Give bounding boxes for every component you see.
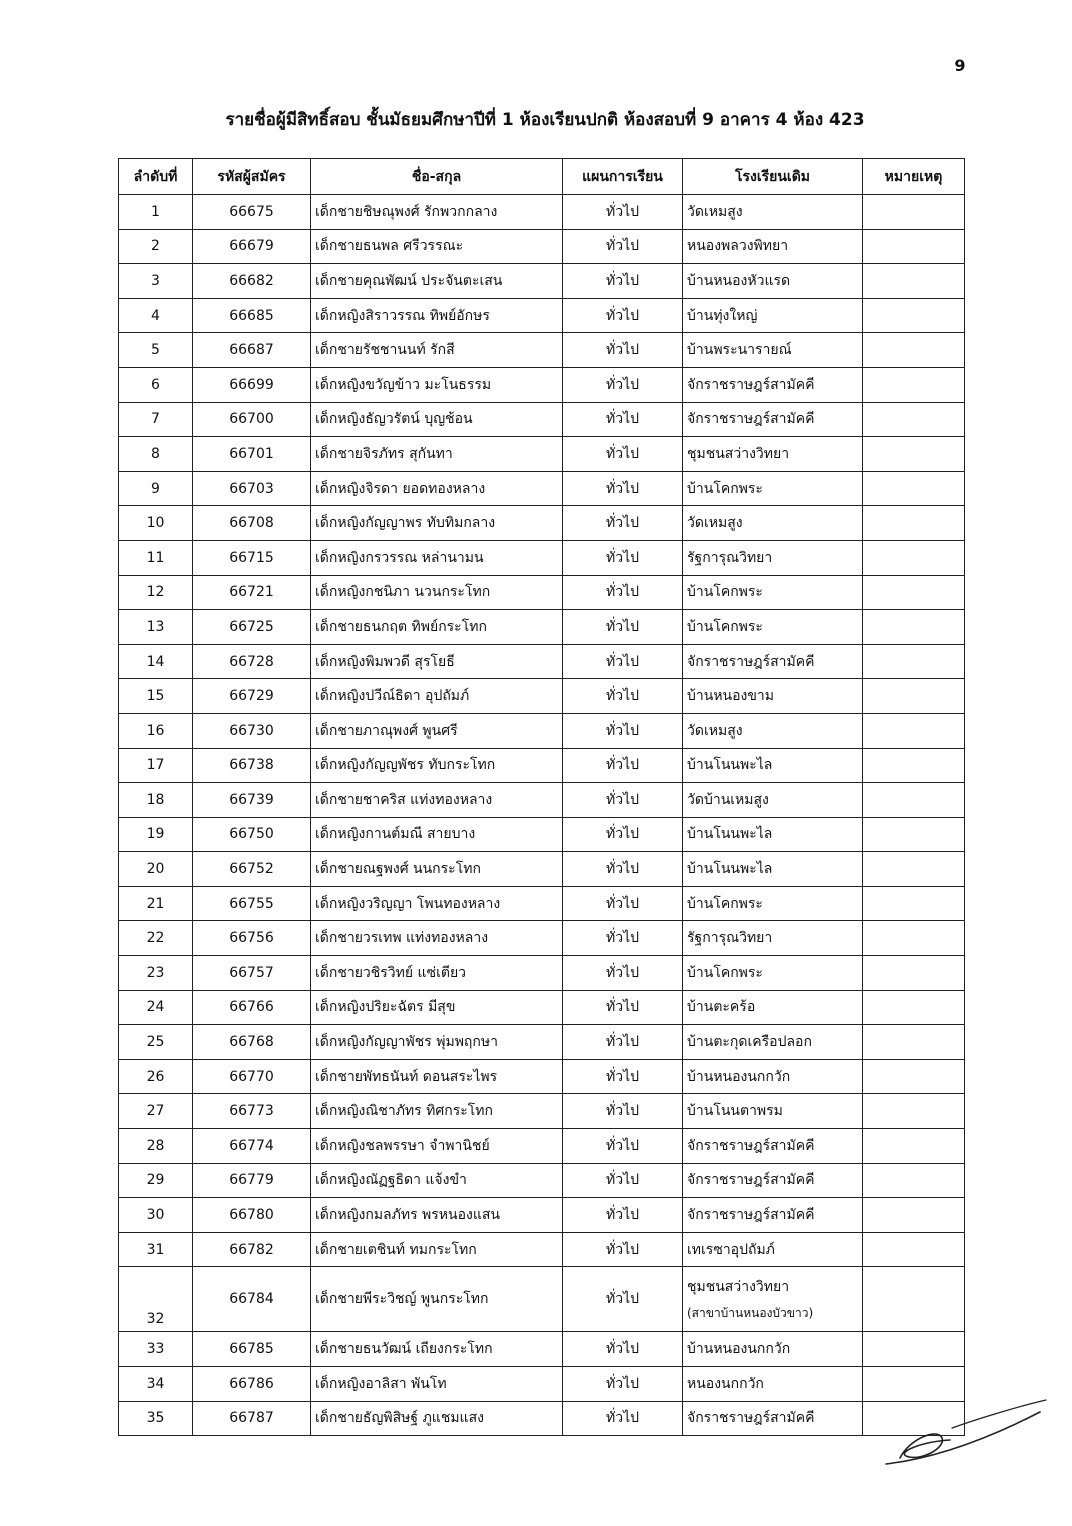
table-row	[119, 644, 965, 679]
candidate-table	[118, 158, 965, 1436]
previous-school: บ้านโนนพะไล	[683, 817, 863, 852]
applicant-code: 66728	[193, 644, 311, 679]
row-number: 9	[119, 471, 193, 506]
study-plan: ทั่วไป	[563, 575, 683, 610]
remarks	[863, 1198, 965, 1233]
remarks	[863, 333, 965, 368]
previous-school: หนองพลวงพิทยา	[683, 229, 863, 264]
student-name: เด็กหญิงกานต์มณี สายบาง	[311, 817, 563, 852]
student-name: เด็กชายเตชินท์ ทมกระโทก	[311, 1232, 563, 1267]
remarks	[863, 886, 965, 921]
remarks	[863, 367, 965, 402]
remarks	[863, 817, 965, 852]
previous-school: บ้านโคกพระ	[683, 575, 863, 610]
row-number: 31	[119, 1232, 193, 1267]
student-name: เด็กหญิงกรวรรณ หล่านามน	[311, 540, 563, 575]
student-name: เด็กหญิงพิมพวดี สุรโยธี	[311, 644, 563, 679]
remarks	[863, 575, 965, 610]
study-plan: ทั่วไป	[563, 367, 683, 402]
previous-school: จักราชราษฎร์สามัคคี	[683, 367, 863, 402]
study-plan: ทั่วไป	[563, 679, 683, 714]
applicant-code: 66679	[193, 229, 311, 264]
student-name: เด็กชายธนวัฒน์ เถียงกระโทก	[311, 1332, 563, 1367]
header-full-name: ชื่อ-สกุล	[311, 159, 563, 195]
applicant-code: 66770	[193, 1059, 311, 1094]
study-plan: ทั่วไป	[563, 817, 683, 852]
table-row	[119, 1232, 965, 1267]
previous-school: บ้านหนองหัวแรด	[683, 264, 863, 299]
table-row	[119, 575, 965, 610]
previous-school: เทเรซาอุปถัมภ์	[683, 1232, 863, 1267]
previous-school: บ้านโคกพระ	[683, 610, 863, 645]
table-row	[119, 298, 965, 333]
row-number: 19	[119, 817, 193, 852]
row-number: 14	[119, 644, 193, 679]
remarks	[863, 264, 965, 299]
table-row	[119, 1332, 965, 1367]
study-plan: ทั่วไป	[563, 956, 683, 991]
table-row	[119, 333, 965, 368]
row-number: 15	[119, 679, 193, 714]
row-number: 1	[119, 195, 193, 230]
previous-school: จักราชราษฎร์สามัคคี	[683, 1401, 863, 1436]
remarks	[863, 852, 965, 887]
header-study-plan: แผนการเรียน	[563, 159, 683, 195]
previous-school: จักราชราษฎร์สามัคคี	[683, 402, 863, 437]
row-number: 23	[119, 956, 193, 991]
previous-school: วัดบ้านเหมสูง	[683, 783, 863, 818]
table-row	[119, 264, 965, 299]
study-plan: ทั่วไป	[563, 1129, 683, 1164]
remarks	[863, 506, 965, 541]
previous-school: บ้านหนองนกกวัก	[683, 1059, 863, 1094]
table-row	[119, 471, 965, 506]
previous-school: บ้านโคกพระ	[683, 886, 863, 921]
previous-school-branch: (สาขาบ้านหนองบัวขาว)	[687, 1305, 814, 1320]
row-number: 13	[119, 610, 193, 645]
study-plan: ทั่วไป	[563, 748, 683, 783]
row-number: 32	[119, 1267, 193, 1332]
study-plan: ทั่วไป	[563, 990, 683, 1025]
remarks	[863, 1094, 965, 1129]
table-row	[119, 817, 965, 852]
header-remarks: หมายเหตุ	[863, 159, 965, 195]
remarks	[863, 540, 965, 575]
row-number: 4	[119, 298, 193, 333]
applicant-code: 66787	[193, 1401, 311, 1436]
table-row	[119, 886, 965, 921]
student-name: เด็กหญิงณัฏฐธิดา แจ้งขำ	[311, 1163, 563, 1198]
applicant-code: 66755	[193, 886, 311, 921]
applicant-code: 66687	[193, 333, 311, 368]
study-plan: ทั่วไป	[563, 333, 683, 368]
study-plan: ทั่วไป	[563, 1059, 683, 1094]
student-name: เด็กชายพัทธนันท์ ดอนสระไพร	[311, 1059, 563, 1094]
applicant-code: 66750	[193, 817, 311, 852]
row-number: 34	[119, 1367, 193, 1402]
previous-school: บ้านตะคร้อ	[683, 990, 863, 1025]
applicant-code: 66708	[193, 506, 311, 541]
table-row	[119, 1163, 965, 1198]
table-row	[119, 367, 965, 402]
student-name: เด็กหญิงปริยะฉัตร มีสุข	[311, 990, 563, 1025]
table-row	[119, 956, 965, 991]
student-name: เด็กชายจิรภัทร สุกันทา	[311, 437, 563, 472]
row-number: 24	[119, 990, 193, 1025]
row-number: 29	[119, 1163, 193, 1198]
student-name: เด็กหญิงกัญญพัชร ทับกระโทก	[311, 748, 563, 783]
signature-mark	[880, 1398, 1050, 1478]
row-number: 10	[119, 506, 193, 541]
applicant-code: 66774	[193, 1129, 311, 1164]
remarks	[863, 1025, 965, 1060]
applicant-code: 66725	[193, 610, 311, 645]
applicant-code: 66675	[193, 195, 311, 230]
applicant-code: 66682	[193, 264, 311, 299]
study-plan: ทั่วไป	[563, 610, 683, 645]
study-plan: ทั่วไป	[563, 1367, 683, 1402]
previous-school: บ้านหนองนกกวัก	[683, 1332, 863, 1367]
remarks	[863, 713, 965, 748]
applicant-code: 66756	[193, 921, 311, 956]
remarks	[863, 402, 965, 437]
applicant-code: 66739	[193, 783, 311, 818]
row-number: 33	[119, 1332, 193, 1367]
row-number: 35	[119, 1401, 193, 1436]
remarks	[863, 748, 965, 783]
study-plan: ทั่วไป	[563, 1094, 683, 1129]
student-name: เด็กชายธนกฤต ทิพย์กระโทก	[311, 610, 563, 645]
row-number: 2	[119, 229, 193, 264]
table-row	[119, 610, 965, 645]
previous-school: จักราชราษฎร์สามัคคี	[683, 1129, 863, 1164]
study-plan: ทั่วไป	[563, 298, 683, 333]
remarks	[863, 990, 965, 1025]
previous-school: ชุมชนสว่างวิทยา	[683, 437, 863, 472]
student-name: เด็กชายชาคริส แท่งทองหลาง	[311, 783, 563, 818]
table-row	[119, 195, 965, 230]
applicant-code: 66785	[193, 1332, 311, 1367]
study-plan: ทั่วไป	[563, 783, 683, 818]
applicant-code: 66685	[193, 298, 311, 333]
study-plan: ทั่วไป	[563, 1401, 683, 1436]
study-plan: ทั่วไป	[563, 1267, 683, 1332]
applicant-code: 66701	[193, 437, 311, 472]
previous-school: จักราชราษฎร์สามัคคี	[683, 1198, 863, 1233]
row-number: 22	[119, 921, 193, 956]
previous-school: บ้านโนนตาพรม	[683, 1094, 863, 1129]
row-number: 5	[119, 333, 193, 368]
page-number: 9	[954, 56, 966, 75]
header-row	[119, 159, 965, 195]
study-plan: ทั่วไป	[563, 540, 683, 575]
previous-school: รัฐการุณวิทยา	[683, 921, 863, 956]
applicant-code: 66766	[193, 990, 311, 1025]
remarks	[863, 1232, 965, 1267]
applicant-code: 66703	[193, 471, 311, 506]
student-name: เด็กชายชิษณุพงศ์ รักพวกกลาง	[311, 195, 563, 230]
previous-school: บ้านโนนพะไล	[683, 748, 863, 783]
student-name: เด็กหญิงชลพรรษา จำพานิชย์	[311, 1129, 563, 1164]
table-row	[119, 1198, 965, 1233]
previous-school: หนองนกกวัก	[683, 1367, 863, 1402]
study-plan: ทั่วไป	[563, 1025, 683, 1060]
applicant-code: 66730	[193, 713, 311, 748]
previous-school: บ้านโนนพะไล	[683, 852, 863, 887]
row-number: 7	[119, 402, 193, 437]
applicant-code: 66757	[193, 956, 311, 991]
student-name: เด็กหญิงกัญญาพร ทับทิมกลาง	[311, 506, 563, 541]
student-name: เด็กชายคุณพัฒน์ ประจันตะเสน	[311, 264, 563, 299]
remarks	[863, 644, 965, 679]
study-plan: ทั่วไป	[563, 1232, 683, 1267]
row-number: 26	[119, 1059, 193, 1094]
row-number: 25	[119, 1025, 193, 1060]
applicant-code: 66782	[193, 1232, 311, 1267]
previous-school: วัดเหมสูง	[683, 713, 863, 748]
row-number: 11	[119, 540, 193, 575]
remarks	[863, 679, 965, 714]
previous-school: บ้านตะกุดเครือปลอก	[683, 1025, 863, 1060]
student-name: เด็กหญิงกัญญาพัชร พุ่มพฤกษา	[311, 1025, 563, 1060]
table-header	[119, 159, 965, 195]
applicant-code: 66738	[193, 748, 311, 783]
applicant-code: 66729	[193, 679, 311, 714]
row-number: 17	[119, 748, 193, 783]
applicant-code: 66768	[193, 1025, 311, 1060]
remarks	[863, 229, 965, 264]
applicant-code: 66752	[193, 852, 311, 887]
applicant-code: 66786	[193, 1367, 311, 1402]
header-applicant-code: รหัสผู้สมัคร	[193, 159, 311, 195]
student-name: เด็กชายณฐพงศ์ นนกระโทก	[311, 852, 563, 887]
remarks	[863, 471, 965, 506]
row-number: 20	[119, 852, 193, 887]
table-row	[119, 1267, 965, 1332]
study-plan: ทั่วไป	[563, 437, 683, 472]
study-plan: ทั่วไป	[563, 852, 683, 887]
study-plan: ทั่วไป	[563, 886, 683, 921]
previous-school-main: ชุมชนสว่างวิทยา	[687, 1278, 790, 1295]
table-row	[119, 990, 965, 1025]
row-number: 6	[119, 367, 193, 402]
student-name: เด็กชายพีระวิชญ์ พูนกระโทก	[311, 1267, 563, 1332]
applicant-code: 66773	[193, 1094, 311, 1129]
remarks	[863, 921, 965, 956]
table-row	[119, 229, 965, 264]
table-row	[119, 506, 965, 541]
applicant-code: 66715	[193, 540, 311, 575]
applicant-code: 66784	[193, 1267, 311, 1332]
applicant-code: 66700	[193, 402, 311, 437]
previous-school: จักราชราษฎร์สามัคคี	[683, 1163, 863, 1198]
table-row	[119, 921, 965, 956]
row-number: 8	[119, 437, 193, 472]
previous-school: บ้านโคกพระ	[683, 471, 863, 506]
header-previous-school: โรงเรียนเดิม	[683, 159, 863, 195]
student-name: เด็กหญิงวริญญา โพนทองหลาง	[311, 886, 563, 921]
student-name: เด็กหญิงธัญวรัตน์ บุญช้อน	[311, 402, 563, 437]
study-plan: ทั่วไป	[563, 229, 683, 264]
study-plan: ทั่วไป	[563, 1198, 683, 1233]
table-row	[119, 748, 965, 783]
remarks	[863, 195, 965, 230]
previous-school: บ้านโคกพระ	[683, 956, 863, 991]
row-number: 28	[119, 1129, 193, 1164]
student-name: เด็กชายรัชชานนท์ รักสี	[311, 333, 563, 368]
row-number: 16	[119, 713, 193, 748]
study-plan: ทั่วไป	[563, 402, 683, 437]
previous-school: บ้านหนองขาม	[683, 679, 863, 714]
student-name: เด็กหญิงณิชาภัทร ทิศกระโทก	[311, 1094, 563, 1129]
remarks	[863, 1059, 965, 1094]
student-name: เด็กหญิงสิราวรรณ ทิพย์อักษร	[311, 298, 563, 333]
student-name: เด็กชายวชิรวิทย์ แซ่เตียว	[311, 956, 563, 991]
study-plan: ทั่วไป	[563, 1163, 683, 1198]
row-number: 21	[119, 886, 193, 921]
remarks	[863, 1163, 965, 1198]
previous-school: วัดเหมสูง	[683, 195, 863, 230]
table-row	[119, 402, 965, 437]
applicant-code: 66779	[193, 1163, 311, 1198]
previous-school	[683, 1267, 863, 1332]
study-plan: ทั่วไป	[563, 264, 683, 299]
row-number: 18	[119, 783, 193, 818]
study-plan: ทั่วไป	[563, 921, 683, 956]
applicant-code: 66721	[193, 575, 311, 610]
study-plan: ทั่วไป	[563, 713, 683, 748]
table-row	[119, 1401, 965, 1436]
row-number: 12	[119, 575, 193, 610]
student-name: เด็กชายภาณุพงศ์ พูนศรี	[311, 713, 563, 748]
remarks	[863, 610, 965, 645]
applicant-code: 66780	[193, 1198, 311, 1233]
table-row	[119, 1059, 965, 1094]
remarks	[863, 1267, 965, 1332]
table-body	[119, 195, 965, 1436]
table-row	[119, 783, 965, 818]
previous-school: รัฐการุณวิทยา	[683, 540, 863, 575]
applicant-code: 66699	[193, 367, 311, 402]
row-number: 27	[119, 1094, 193, 1129]
student-name: เด็กหญิงปวีณ์ธิดา อุปถัมภ์	[311, 679, 563, 714]
previous-school: บ้านพระนารายณ์	[683, 333, 863, 368]
previous-school: วัดเหมสูง	[683, 506, 863, 541]
student-name: เด็กหญิงกชนิภา นวนกระโทก	[311, 575, 563, 610]
table-row	[119, 1025, 965, 1060]
table-row	[119, 437, 965, 472]
table-row	[119, 1129, 965, 1164]
study-plan: ทั่วไป	[563, 471, 683, 506]
table-row	[119, 679, 965, 714]
previous-school: บ้านทุ่งใหญ่	[683, 298, 863, 333]
previous-school: จักราชราษฎร์สามัคคี	[683, 644, 863, 679]
student-name: เด็กชายธัญพิสิษฐ์ ภูแชมแสง	[311, 1401, 563, 1436]
student-name: เด็กหญิงจิรดา ยอดทองหลาง	[311, 471, 563, 506]
remarks	[863, 1367, 965, 1402]
remarks	[863, 783, 965, 818]
row-number: 30	[119, 1198, 193, 1233]
row-number: 3	[119, 264, 193, 299]
student-name: เด็กหญิงอาลิสา พันโท	[311, 1367, 563, 1402]
header-no: ลำดับที่	[119, 159, 193, 195]
table-row	[119, 540, 965, 575]
table-row	[119, 713, 965, 748]
remarks	[863, 437, 965, 472]
table-row	[119, 1367, 965, 1402]
remarks	[863, 1332, 965, 1367]
table-row	[119, 1094, 965, 1129]
student-name: เด็กหญิงขวัญข้าว มะโนธรรม	[311, 367, 563, 402]
student-name: เด็กชายธนพล ศรีวรรณะ	[311, 229, 563, 264]
student-name: เด็กชายวรเทพ แท่งทองหลาง	[311, 921, 563, 956]
study-plan: ทั่วไป	[563, 506, 683, 541]
study-plan: ทั่วไป	[563, 1332, 683, 1367]
remarks	[863, 1129, 965, 1164]
study-plan: ทั่วไป	[563, 195, 683, 230]
remarks	[863, 298, 965, 333]
student-name: เด็กหญิงกมลภัทร พรหนองแสน	[311, 1198, 563, 1233]
document-title: รายชื่อผู้มีสิทธิ์สอบ ชั้นมัธยมศึกษาปีที่ 1 ห้องเรียนปกติ ห้องสอบที่ 9 อาคาร 4 ห้อง 423	[225, 110, 865, 130]
table-row	[119, 852, 965, 887]
study-plan: ทั่วไป	[563, 644, 683, 679]
remarks	[863, 956, 965, 991]
